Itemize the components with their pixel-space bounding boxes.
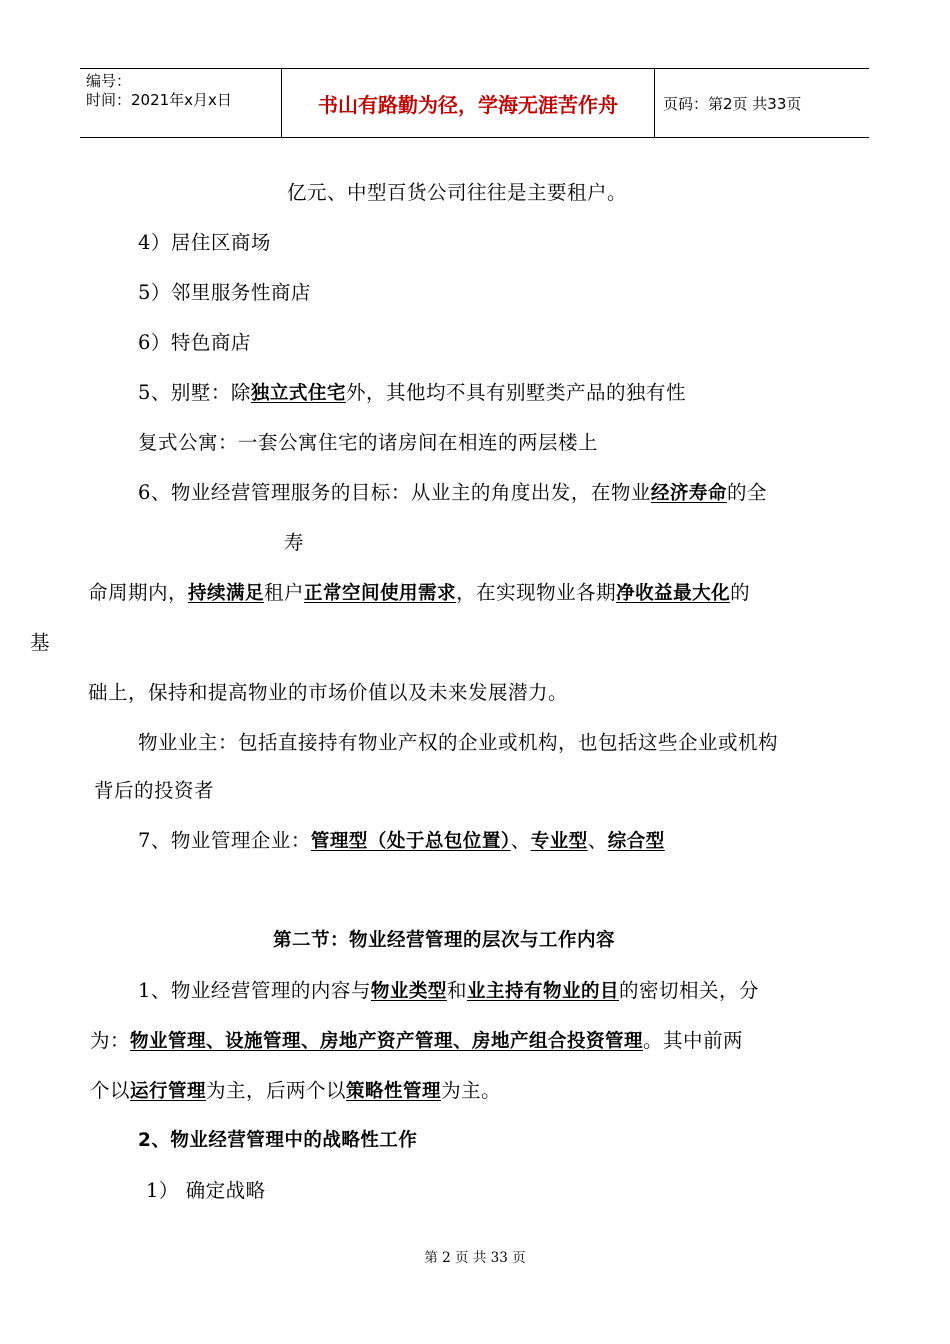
text-span: 的 bbox=[730, 581, 751, 604]
emphasis-term: 业主持有物业的目 bbox=[466, 981, 619, 1002]
text-span: 个以 bbox=[90, 1079, 131, 1102]
header-motto: 书山有路勤为径，学海无涯苦作舟 bbox=[282, 69, 655, 137]
emphasis-term: 净收益最大化 bbox=[616, 583, 731, 604]
page-header bbox=[80, 68, 869, 138]
emphasis-term: 策略性管理 bbox=[346, 1081, 442, 1102]
text-span: 外，其他均不具有别墅类产品的独有性 bbox=[345, 381, 686, 404]
list-item: 1） 确定战略 bbox=[146, 1179, 266, 1202]
list-item: 6）特色商店 bbox=[138, 331, 251, 354]
emphasis-term: 经济寿命 bbox=[650, 483, 727, 504]
text-span: 为： bbox=[90, 1029, 131, 1052]
emphasis-term: 综合型 bbox=[607, 831, 665, 852]
text-line: 物业业主：包括直接持有物业产权的企业或机构，也包括这些企业或机构 bbox=[138, 731, 779, 754]
text-line: 背后的投资者 bbox=[94, 779, 215, 802]
text-span: 、 bbox=[587, 829, 608, 852]
page-footer: 第 2 页 共 33 页 bbox=[424, 1250, 526, 1266]
time-label: 时间：2021年x月x日 bbox=[86, 91, 232, 109]
goal-paragraph bbox=[138, 480, 767, 507]
text-span: 6、物业经营管理服务的目标：从业主的角度出发，在物业 bbox=[138, 481, 651, 504]
text-line: 亿元、中型百货公司往往是主要租户。 bbox=[287, 181, 628, 204]
header-meta bbox=[80, 69, 282, 137]
emphasis-term: 管理型（处于总包位置） bbox=[310, 831, 511, 852]
text-span: 为主。 bbox=[441, 1079, 502, 1102]
company-types-paragraph bbox=[138, 828, 665, 855]
text-span: 和 bbox=[446, 979, 467, 1002]
header-page-info: 页码：第2页 共33页 bbox=[663, 94, 802, 113]
text-span: 。其中前两 bbox=[643, 1029, 744, 1052]
text-line: 础上，保持和提高物业的市场价值以及未来发展潜力。 bbox=[88, 681, 569, 704]
goal-paragraph-cont bbox=[88, 580, 750, 607]
emphasis-term: 专业型 bbox=[530, 831, 588, 852]
content-paragraph bbox=[138, 978, 759, 1005]
text-span: 为主，后两个以 bbox=[206, 1079, 347, 1102]
emphasis-term: 物业管理、设施管理、房地产资产管理、房地产组合投资管理 bbox=[130, 1031, 644, 1052]
emphasis-term: 独立式住宅 bbox=[250, 383, 346, 404]
text-span: 租户 bbox=[264, 581, 305, 604]
text-line: 寿 bbox=[284, 531, 305, 554]
text-span: 1、物业经营管理的内容与 bbox=[138, 979, 371, 1002]
text-span: 7、物业管理企业： bbox=[138, 829, 311, 852]
text-line: 复式公寓：一套公寓住宅的诸房间在相连的两层楼上 bbox=[138, 431, 599, 454]
emphasis-term: 正常空间使用需求 bbox=[304, 583, 457, 604]
content-paragraph-cont bbox=[90, 1028, 743, 1055]
villa-paragraph bbox=[138, 380, 686, 407]
list-item: 5）邻里服务性商店 bbox=[138, 281, 311, 304]
list-item: 4）居住区商场 bbox=[138, 231, 271, 254]
emphasis-term: 物业类型 bbox=[370, 981, 447, 1002]
text-line: 基 bbox=[30, 631, 51, 654]
section-title: 第二节：物业经营管理的层次与工作内容 bbox=[273, 930, 616, 951]
text-span: 的全 bbox=[726, 481, 767, 504]
subsection-heading: 2、物业经营管理中的战略性工作 bbox=[138, 1130, 418, 1151]
emphasis-term: 运行管理 bbox=[130, 1081, 207, 1102]
text-span: 、 bbox=[510, 829, 531, 852]
content-paragraph-cont bbox=[90, 1078, 501, 1105]
text-span: 的密切相关，分 bbox=[618, 979, 759, 1002]
text-span: 5、别墅：除 bbox=[138, 381, 251, 404]
emphasis-term: 持续满足 bbox=[188, 583, 265, 604]
number-label: 编号： bbox=[86, 72, 132, 90]
text-span: ，在实现物业各期 bbox=[456, 581, 617, 604]
text-span: 命周期内， bbox=[88, 581, 189, 604]
